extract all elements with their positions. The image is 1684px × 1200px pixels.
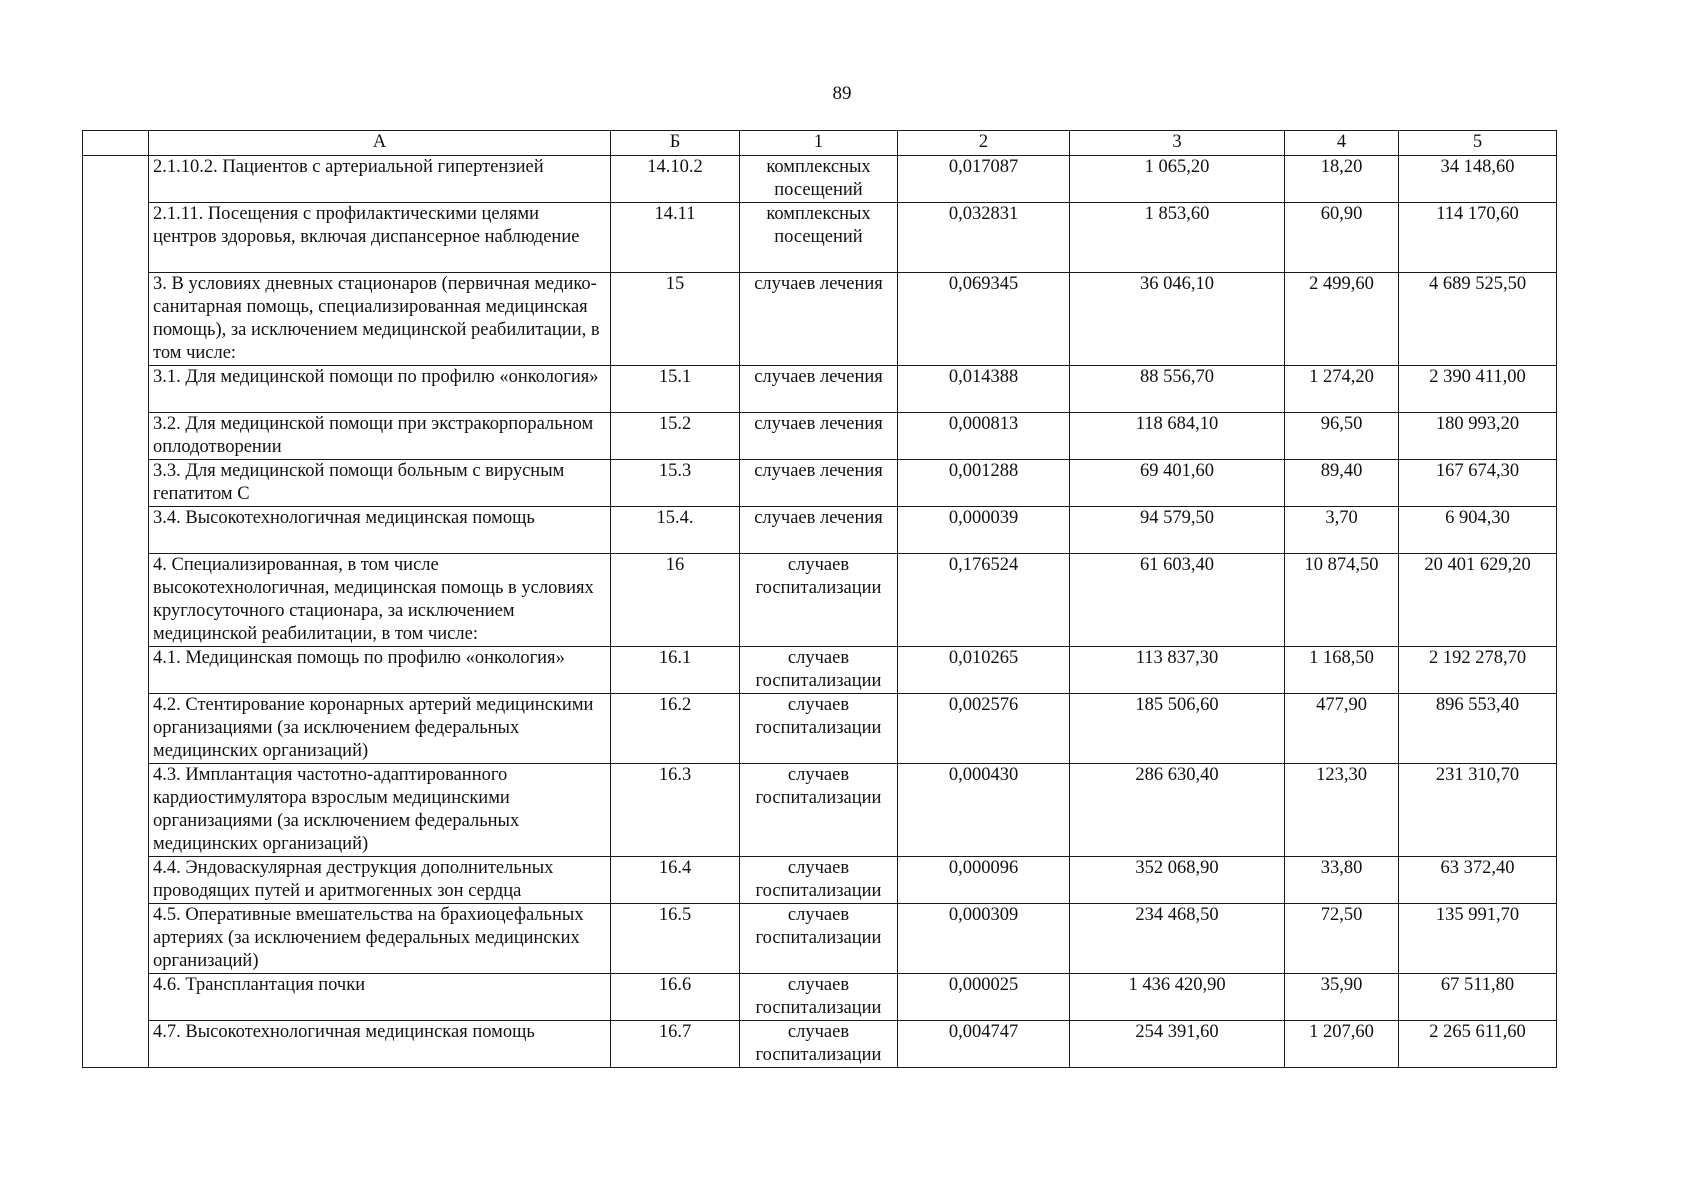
stub-cell <box>83 1021 149 1068</box>
header-cell-2: 2 <box>898 131 1070 156</box>
row-code: 16 <box>611 554 740 647</box>
value-col-4: 60,90 <box>1285 203 1399 273</box>
row-code: 16.3 <box>611 764 740 857</box>
stub-cell <box>83 203 149 273</box>
row-code: 15 <box>611 273 740 366</box>
value-col-4: 33,80 <box>1285 857 1399 904</box>
value-col-5: 896 553,40 <box>1399 694 1557 764</box>
value-col-4: 1 168,50 <box>1285 647 1399 694</box>
value-col-2: 0,010265 <box>898 647 1070 694</box>
unit-of-measure: случаев лечения <box>740 273 898 366</box>
indicator-name: 2.1.10.2. Пациентов с артериальной гипертензией <box>149 156 611 203</box>
stub-cell <box>83 904 149 974</box>
value-col-5: 180 993,20 <box>1399 413 1557 460</box>
value-col-2: 0,000309 <box>898 904 1070 974</box>
unit-of-measure: случаев госпитализации <box>740 857 898 904</box>
value-col-5: 114 170,60 <box>1399 203 1557 273</box>
value-col-4: 89,40 <box>1285 460 1399 507</box>
row-code: 15.1 <box>611 366 740 413</box>
value-col-5: 20 401 629,20 <box>1399 554 1557 647</box>
stub-cell <box>83 647 149 694</box>
table-row <box>83 507 1557 554</box>
unit-of-measure: случаев лечения <box>740 460 898 507</box>
value-col-4: 18,20 <box>1285 156 1399 203</box>
table-row <box>83 764 1557 857</box>
value-col-2: 0,032831 <box>898 203 1070 273</box>
header-cell-5: 5 <box>1399 131 1557 156</box>
indicator-name: 4.3. Имплантация частотно-адаптированного кардиостимулятора взрослым медицинскими организациями (за исключением федеральных медицинских организаций) <box>149 764 611 857</box>
value-col-4: 3,70 <box>1285 507 1399 554</box>
table-row <box>83 366 1557 413</box>
table-row <box>83 857 1557 904</box>
row-code: 14.10.2 <box>611 156 740 203</box>
indicator-name: 2.1.11. Посещения с профилактическими целями центров здоровья, включая диспансерное наблюдение <box>149 203 611 273</box>
value-col-5: 67 511,80 <box>1399 974 1557 1021</box>
unit-of-measure: комплексных посещений <box>740 203 898 273</box>
value-col-4: 35,90 <box>1285 974 1399 1021</box>
header-cell-a: А <box>149 131 611 156</box>
stub-cell <box>83 413 149 460</box>
value-col-3: 185 506,60 <box>1070 694 1285 764</box>
indicator-name: 3. В условиях дневных стационаров (первичная медико-санитарная помощь, специализированная медицинская помощь), за исключением медицинской реабилитации, в том числе: <box>149 273 611 366</box>
table-row <box>83 273 1557 366</box>
value-col-3: 61 603,40 <box>1070 554 1285 647</box>
indicator-name: 4.5. Оперативные вмешательства на брахиоцефальных артериях (за исключением федеральных медицинских организаций) <box>149 904 611 974</box>
stub-cell <box>83 764 149 857</box>
table-row <box>83 1021 1557 1068</box>
value-col-2: 0,017087 <box>898 156 1070 203</box>
value-col-5: 2 192 278,70 <box>1399 647 1557 694</box>
value-col-4: 96,50 <box>1285 413 1399 460</box>
value-col-4: 72,50 <box>1285 904 1399 974</box>
indicator-name: 3.3. Для медицинской помощи больным с вирусным гепатитом С <box>149 460 611 507</box>
stub-cell <box>83 273 149 366</box>
value-col-4: 123,30 <box>1285 764 1399 857</box>
row-code: 16.2 <box>611 694 740 764</box>
row-code: 15.3 <box>611 460 740 507</box>
stub-cell <box>83 857 149 904</box>
value-col-2: 0,004747 <box>898 1021 1070 1068</box>
value-col-5: 34 148,60 <box>1399 156 1557 203</box>
header-cell-1: 1 <box>740 131 898 156</box>
value-col-4: 1 274,20 <box>1285 366 1399 413</box>
value-col-3: 1 853,60 <box>1070 203 1285 273</box>
value-col-5: 231 310,70 <box>1399 764 1557 857</box>
value-col-5: 6 904,30 <box>1399 507 1557 554</box>
value-col-3: 113 837,30 <box>1070 647 1285 694</box>
value-col-4: 477,90 <box>1285 694 1399 764</box>
indicator-name: 4.4. Эндоваскулярная деструкция дополнительных проводящих путей и аритмогенных зон сердца <box>149 857 611 904</box>
indicator-name: 4.6. Трансплантация почки <box>149 974 611 1021</box>
unit-of-measure: случаев лечения <box>740 413 898 460</box>
data-table <box>82 130 1557 1068</box>
indicator-name: 4. Специализированная, в том числе высокотехнологичная, медицинская помощь в условиях круглосуточного стационара, за исключением медицинской реабилитации, в том числе: <box>149 554 611 647</box>
table-row <box>83 203 1557 273</box>
unit-of-measure: случаев лечения <box>740 507 898 554</box>
indicator-name: 3.2. Для медицинской помощи при экстракорпоральном оплодотворении <box>149 413 611 460</box>
stub-cell <box>83 507 149 554</box>
value-col-2: 0,000430 <box>898 764 1070 857</box>
indicator-name: 3.1. Для медицинской помощи по профилю «онкология» <box>149 366 611 413</box>
value-col-2: 0,000025 <box>898 974 1070 1021</box>
value-col-4: 2 499,60 <box>1285 273 1399 366</box>
value-col-5: 2 390 411,00 <box>1399 366 1557 413</box>
unit-of-measure: случаев госпитализации <box>740 974 898 1021</box>
row-code: 16.4 <box>611 857 740 904</box>
value-col-2: 0,002576 <box>898 694 1070 764</box>
table-row <box>83 974 1557 1021</box>
value-col-5: 167 674,30 <box>1399 460 1557 507</box>
indicator-name: 4.2. Стентирование коронарных артерий медицинскими организациями (за исключением федеральных медицинских организаций) <box>149 694 611 764</box>
value-col-2: 0,069345 <box>898 273 1070 366</box>
value-col-3: 1 436 420,90 <box>1070 974 1285 1021</box>
value-col-5: 63 372,40 <box>1399 857 1557 904</box>
header-row <box>83 131 1557 156</box>
value-col-2: 0,014388 <box>898 366 1070 413</box>
table-row <box>83 647 1557 694</box>
value-col-3: 352 068,90 <box>1070 857 1285 904</box>
header-cell-4: 4 <box>1285 131 1399 156</box>
unit-of-measure: случаев лечения <box>740 366 898 413</box>
value-col-5: 135 991,70 <box>1399 904 1557 974</box>
row-code: 16.1 <box>611 647 740 694</box>
stub-cell <box>83 974 149 1021</box>
value-col-3: 36 046,10 <box>1070 273 1285 366</box>
value-col-2: 0,000039 <box>898 507 1070 554</box>
indicator-name: 4.7. Высокотехнологичная медицинская помощь <box>149 1021 611 1068</box>
value-col-3: 254 391,60 <box>1070 1021 1285 1068</box>
table-row <box>83 156 1557 203</box>
row-code: 15.4. <box>611 507 740 554</box>
indicator-name: 3.4. Высокотехнологичная медицинская помощь <box>149 507 611 554</box>
header-cell-3: 3 <box>1070 131 1285 156</box>
unit-of-measure: случаев госпитализации <box>740 764 898 857</box>
stub-cell <box>83 554 149 647</box>
row-code: 15.2 <box>611 413 740 460</box>
value-col-2: 0,000096 <box>898 857 1070 904</box>
stub-cell <box>83 156 149 203</box>
value-col-4: 10 874,50 <box>1285 554 1399 647</box>
value-col-5: 2 265 611,60 <box>1399 1021 1557 1068</box>
unit-of-measure: случаев госпитализации <box>740 1021 898 1068</box>
row-code: 16.7 <box>611 1021 740 1068</box>
stub-cell <box>83 460 149 507</box>
unit-of-measure: случаев госпитализации <box>740 647 898 694</box>
stub-cell <box>83 694 149 764</box>
value-col-2: 0,001288 <box>898 460 1070 507</box>
value-col-3: 118 684,10 <box>1070 413 1285 460</box>
header-cell-b: Б <box>611 131 740 156</box>
unit-of-measure: комплексных посещений <box>740 156 898 203</box>
header-cell-stub <box>83 131 149 156</box>
value-col-3: 286 630,40 <box>1070 764 1285 857</box>
table-row <box>83 554 1557 647</box>
stub-cell <box>83 366 149 413</box>
unit-of-measure: случаев госпитализации <box>740 694 898 764</box>
row-code: 16.6 <box>611 974 740 1021</box>
table-row <box>83 413 1557 460</box>
value-col-2: 0,000813 <box>898 413 1070 460</box>
row-code: 14.11 <box>611 203 740 273</box>
table-row <box>83 460 1557 507</box>
value-col-3: 234 468,50 <box>1070 904 1285 974</box>
value-col-3: 88 556,70 <box>1070 366 1285 413</box>
page-number: 89 <box>832 83 852 104</box>
value-col-5: 4 689 525,50 <box>1399 273 1557 366</box>
row-code: 16.5 <box>611 904 740 974</box>
value-col-3: 1 065,20 <box>1070 156 1285 203</box>
table-row <box>83 694 1557 764</box>
indicator-name: 4.1. Медицинская помощь по профилю «онкология» <box>149 647 611 694</box>
table-row <box>83 904 1557 974</box>
value-col-4: 1 207,60 <box>1285 1021 1399 1068</box>
value-col-3: 94 579,50 <box>1070 507 1285 554</box>
value-col-3: 69 401,60 <box>1070 460 1285 507</box>
unit-of-measure: случаев госпитализации <box>740 554 898 647</box>
unit-of-measure: случаев госпитализации <box>740 904 898 974</box>
value-col-2: 0,176524 <box>898 554 1070 647</box>
